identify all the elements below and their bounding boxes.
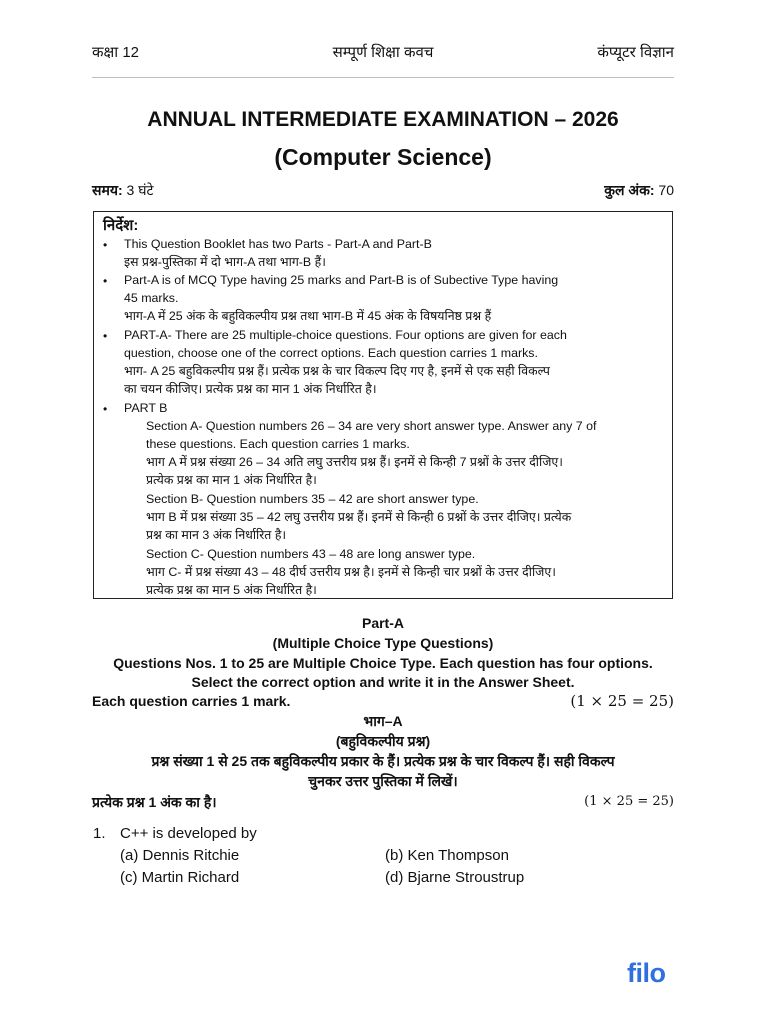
- instruction-line: का चयन कीजिए। प्रत्येक प्रश्न का मान 1 अंक निर्धारित है।: [124, 382, 377, 396]
- hindi-part-title: भाग–A: [363, 713, 403, 729]
- hindi-marks-formula: (1 × 25 = 25): [584, 794, 674, 809]
- header-right: कंप्यूटर विज्ञान: [597, 44, 674, 61]
- option-d: (d) Bjarne Stroustrup: [385, 869, 525, 886]
- instruction-line: प्रत्येक प्रश्न का मान 1 अंक निर्धारित है।: [146, 473, 317, 487]
- exam-title: ANNUAL INTERMEDIATE EXAMINATION – 2026: [147, 108, 619, 131]
- instruction-line: 45 marks.: [124, 291, 179, 305]
- part-a-desc: Questions Nos. 1 to 25 are Multiple Choice Type. Each question has four options.: [113, 655, 653, 671]
- marks-label: कुल अंक:: [604, 182, 655, 198]
- hindi-part-subtitle: (बहुविकल्पीय प्रश्न): [335, 733, 431, 749]
- instruction-line: PART-A- There are 25 multiple-choice questions. Four options are given for each: [124, 328, 567, 342]
- instruction-line: इस प्रश्न-पुस्तिका में दो भाग-A तथा भाग-B हैं।: [124, 255, 326, 269]
- option-a: (a) Dennis Ritchie: [120, 847, 240, 864]
- instructions-heading: निर्देश:: [103, 217, 139, 234]
- marks-formula: (1 × 25 = 25): [570, 692, 674, 710]
- part-a-subtitle: (Multiple Choice Type Questions): [272, 635, 494, 651]
- instruction-line: Part-A is of MCQ Type having 25 marks and Part-B is of Subective Type having: [124, 273, 559, 287]
- instruction-line: प्रश्न का मान 3 अंक निर्धारित है।: [146, 528, 287, 542]
- instruction-line: भाग A में प्रश्न संख्या 26 – 34 अति लघु उत्तरीय प्रश्न हैं। इनमें से किन्ही 7 प्रश्नों के उत्तर दीजिए।: [146, 455, 563, 469]
- instruction-line: भाग-A में 25 अंक के बहुविकल्पीय प्रश्न तथा भाग-B में 45 अंक के विषयनिष्ठ प्रश्न हैं: [124, 309, 492, 323]
- instruction-line: Section B- Question numbers 35 – 42 are short answer type.: [146, 492, 479, 506]
- instruction-line: भाग B में प्रश्न संख्या 35 – 42 लघु उत्तरीय प्रश्न हैं। इनमें से किन्ही 6 प्रश्नों के उत्तर दीजिए। प्रत्येक: [146, 510, 572, 524]
- hindi-part-desc: चुनकर उत्तर पुस्तिका में लिखें।: [308, 773, 458, 789]
- bullet-icon: •: [103, 274, 108, 288]
- hindi-marks-note: प्रत्येक प्रश्न 1 अंक का है।: [92, 794, 217, 810]
- subject-title: (Computer Science): [274, 144, 492, 170]
- time-value: 3 घंटे: [126, 182, 154, 198]
- instruction-line: Section C- Question numbers 43 – 48 are long answer type.: [146, 547, 476, 561]
- instruction-line: भाग- A 25 बहुविकल्पीय प्रश्न हैं। प्रत्येक प्रश्न के चार विकल्प दिए गए है, इनमें से एक सही विकल्प: [124, 364, 550, 378]
- option-c: (c) Martin Richard: [120, 869, 240, 886]
- filo-logo: filo: [627, 958, 666, 988]
- option-b: (b) Ken Thompson: [385, 847, 509, 864]
- question-text: C++ is developed by: [120, 825, 257, 842]
- instruction-line: PART B: [124, 401, 168, 415]
- header-divider: [92, 77, 674, 78]
- instruction-line: these questions. Each question carries 1 marks.: [146, 437, 410, 451]
- marks-note: Each question carries 1 mark.: [92, 693, 291, 709]
- header-center: सम्पूर्ण शिक्षा कवच: [332, 44, 434, 61]
- hindi-part-desc: प्रश्न संख्या 1 से 25 तक बहुविकल्पीय प्रकार के हैं। प्रत्येक प्रश्न के चार विकल्प हैं। सही विकल्प: [151, 753, 615, 769]
- page-header: [92, 42, 674, 66]
- instruction-line: प्रत्येक प्रश्न का मान 5 अंक निर्धारित है।: [146, 583, 317, 597]
- instruction-line: भाग C- में प्रश्न संख्या 43 – 48 दीर्घ उत्तरीय प्रश्न है। इनमें से किन्ही चार प्रश्नों के उत्तर दीजिए।: [146, 565, 556, 579]
- header-left: कक्षा 12: [92, 44, 140, 61]
- instruction-line: Section A- Question numbers 26 – 34 are very short answer type. Answer any 7 of: [146, 419, 597, 433]
- instruction-line: This Question Booklet has two Parts - Part-A and Part-B: [124, 237, 432, 251]
- time-label: समय:: [92, 182, 123, 198]
- instruction-line: question, choose one of the correct options. Each question carries 1 marks.: [124, 346, 538, 360]
- bullet-icon: •: [103, 329, 108, 343]
- marks-info: [604, 181, 674, 200]
- question-number: 1.: [93, 825, 106, 842]
- instructions-box: [93, 211, 673, 599]
- part-a-title: Part-A: [361, 615, 404, 631]
- bullet-icon: •: [103, 402, 108, 416]
- time-info: [92, 181, 154, 200]
- part-a-desc: Select the correct option and write it in the Answer Sheet.: [191, 674, 575, 690]
- marks-value: 70: [658, 182, 674, 198]
- bullet-icon: •: [103, 238, 108, 252]
